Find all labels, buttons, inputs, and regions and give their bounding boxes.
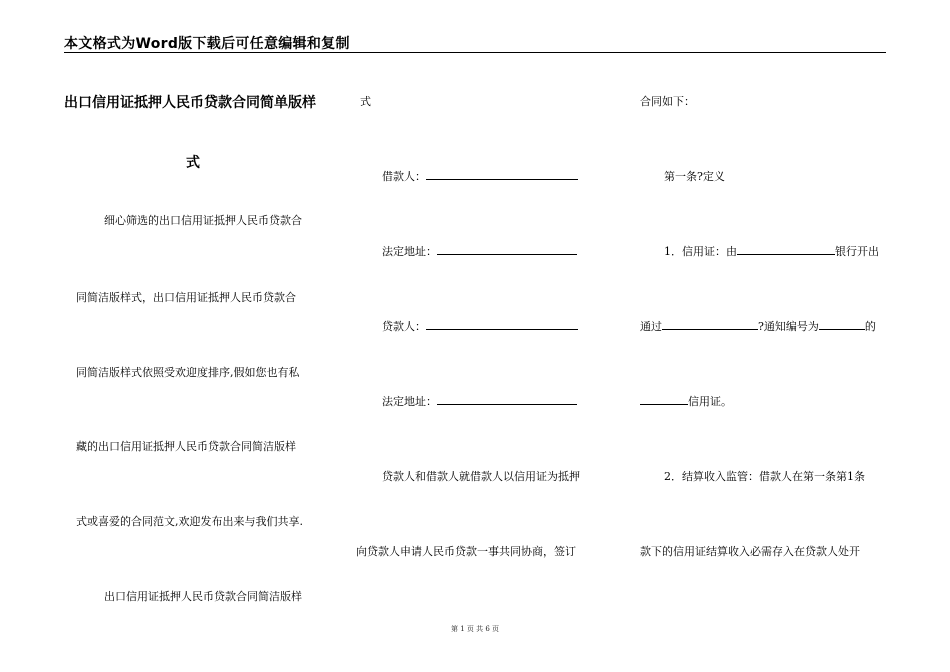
lender-address-label: 法定地址： bbox=[382, 395, 437, 408]
borrower-address-label: 法定地址： bbox=[382, 245, 437, 258]
contract-intro: 合同如下： bbox=[640, 95, 695, 108]
agreement-line-2: 向贷款人申请人民币贷款一事共同协商，签订 bbox=[356, 545, 576, 558]
issuing-bank-blank bbox=[737, 245, 835, 255]
item-1-line-1 bbox=[664, 243, 879, 259]
item-1-text-f: 信用证。 bbox=[688, 395, 732, 408]
page-number: 第 1 页 共 6 页 bbox=[450, 625, 500, 633]
item-1-line-2 bbox=[640, 318, 876, 334]
borrower-blank bbox=[426, 170, 578, 180]
borrower-row bbox=[382, 168, 578, 184]
intro-line-2: 同简洁版样式，出口信用证抵押人民币贷款合 bbox=[76, 291, 296, 304]
borrower-address-row bbox=[382, 243, 577, 259]
notice-number-blank bbox=[819, 320, 865, 330]
item-1-text-a: 1．信用证：由 bbox=[664, 245, 737, 258]
intro-line-4: 藏的出口信用证抵押人民币贷款合同简洁版样 bbox=[76, 440, 296, 453]
borrower-label: 借款人： bbox=[382, 170, 426, 183]
borrower-address-blank bbox=[437, 245, 577, 255]
item-1-text-d: ?通知编号为 bbox=[758, 320, 819, 333]
title-continuation: 式 bbox=[360, 95, 371, 108]
intro-line-6: 出口信用证抵押人民币贷款合同简洁版样 bbox=[104, 590, 302, 603]
intro-line-1: 细心筛选的出口信用证抵押人民币贷款合 bbox=[104, 214, 302, 227]
header-rule bbox=[64, 52, 886, 53]
lender-address-blank bbox=[437, 395, 577, 405]
lender-label: 贷款人： bbox=[382, 320, 426, 333]
agreement-line-1: 贷款人和借款人就借款人以信用证为抵押 bbox=[382, 470, 580, 483]
advising-bank-blank bbox=[662, 320, 758, 330]
intro-line-5: 式或喜爱的合同范文,欢迎发布出来与我们共享. bbox=[76, 515, 303, 528]
article-1-heading: 第一条?定义 bbox=[664, 170, 725, 183]
credit-number-blank bbox=[640, 395, 688, 405]
lender-address-row bbox=[382, 393, 577, 409]
item-1-text-e: 的 bbox=[864, 320, 876, 333]
item-1-line-3 bbox=[640, 393, 732, 409]
lender-row bbox=[382, 318, 578, 334]
lender-blank bbox=[426, 320, 578, 330]
item-1-text-c: 通过 bbox=[640, 320, 662, 333]
item-2-line-2: 款下的信用证结算收入必需存入在贷款人处开 bbox=[640, 545, 860, 558]
document-title-continued: 式 bbox=[186, 155, 200, 171]
intro-line-3: 同简洁版样式依照受欢迎度排序,假如您也有私 bbox=[76, 366, 300, 379]
document-title: 出口信用证抵押人民币贷款合同简单版样 bbox=[64, 95, 316, 111]
page-header: 本文格式为Word版下载后可任意编辑和复制 bbox=[64, 36, 350, 52]
item-2-line-1: 2．结算收入监管：借款人在第一条第1条 bbox=[664, 470, 865, 483]
item-1-text-b: 银行开出 bbox=[835, 245, 879, 258]
